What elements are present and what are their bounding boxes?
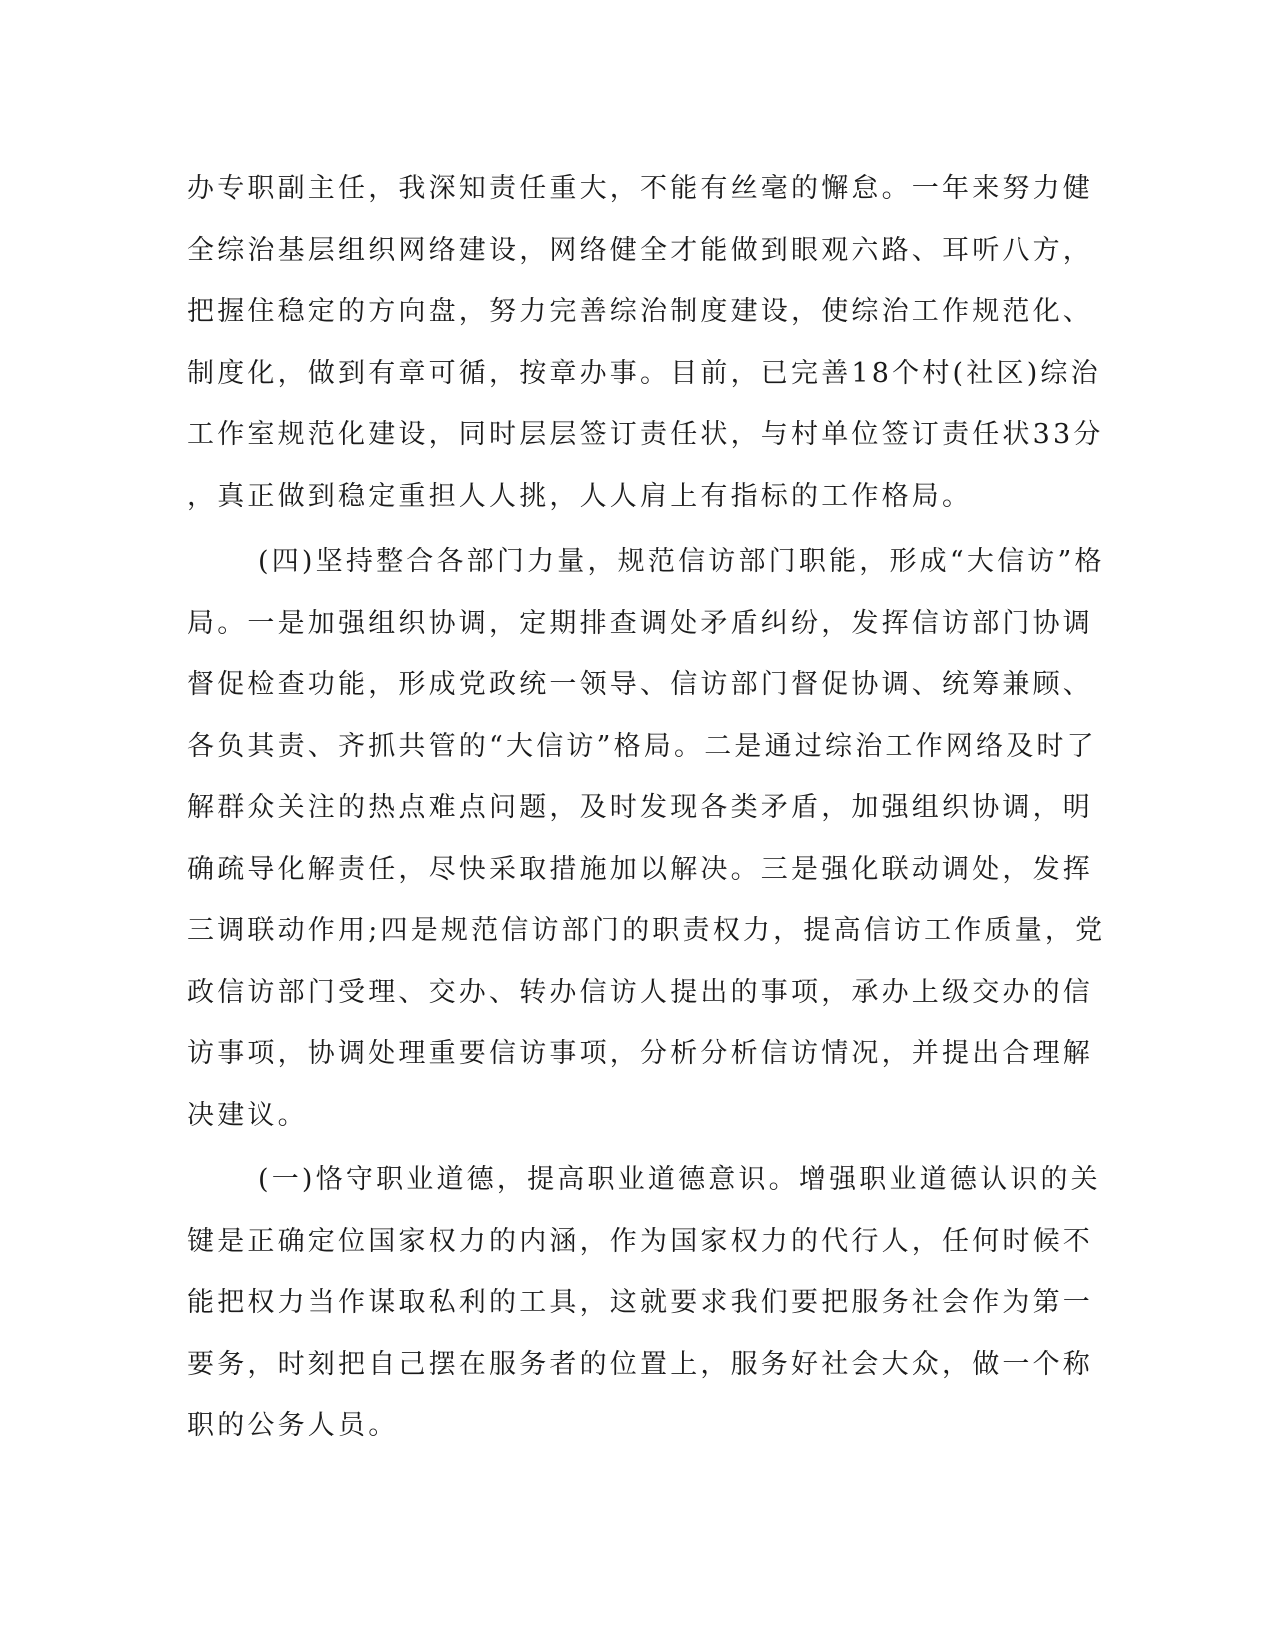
text-line: 工作室规范化建设，同时层层签订责任状，与村单位签订责任状33分: [187, 419, 1104, 450]
text-line: ，真正做到稳定重担人人挑，人人肩上有指标的工作格局。: [187, 480, 973, 512]
text-line: 政信访部门受理、交办、转办信访人提出的事项，承办上级交办的信: [187, 976, 1093, 1008]
text-line: 三调联动作用;四是规范信访部门的职责权力，提高信访工作质量，党: [187, 915, 1106, 946]
text-line: 全综治基层组织网络建设，网络健全才能做到眼观六路、耳听八方，: [187, 234, 1093, 266]
text-line: 键是正确定位国家权力的内涵，作为国家权力的代行人，任何时候不: [187, 1225, 1093, 1257]
text-line: 解群众关注的热点难点问题，及时发现各类矛盾，加强组织协调，明: [187, 792, 1093, 823]
text-line: 决建议。: [187, 1099, 308, 1131]
section-heading-line: (一)恪守职业道德，提高职业道德意识。增强职业道德认识的关: [258, 1164, 1101, 1195]
text-line: 把握住稳定的方向盘，努力完善综治制度建设，使综治工作规范化、: [187, 296, 1093, 327]
paragraph-petition-section: [187, 531, 1106, 1146]
paragraph-responsibility: [187, 158, 1104, 527]
text-line: 督促检查功能，形成党政统一领导、信访部门督促协调、统筹兼顾、: [187, 669, 1093, 700]
text-line: 制度化，做到有章可循，按章办事。目前，已完善18个村(社区)综治: [187, 357, 1101, 389]
text-line: 要务，时刻把自己摆在服务者的位置上，服务好社会大众，做一个称: [187, 1348, 1093, 1380]
text-line: 局。一是加强组织协调，定期排查调处矛盾纠纷，发挥信访部门协调: [187, 607, 1093, 639]
text-line: 办专职副主任，我深知责任重大，不能有丝毫的懈怠。一年来努力健: [187, 173, 1093, 204]
text-line: 能把权力当作谋取私利的工具，这就要求我们要把服务社会作为第一: [187, 1287, 1093, 1318]
text-line: 各负其责、齐抓共管的“大信访”格局。二是通过综治工作网络及时了: [187, 730, 1097, 762]
text-line: 职的公务人员。: [187, 1410, 399, 1441]
text-line: 确疏导化解责任，尽快采取措施加以解决。三是强化联动调处，发挥: [187, 853, 1093, 885]
paragraph-professional-ethics: [187, 1149, 1101, 1457]
text-line: 访事项，协调处理重要信访事项，分析分析信访情况，并提出合理解: [187, 1038, 1093, 1069]
section-heading-line: (四)坚持整合各部门力量，规范信访部门职能，形成“大信访”格: [258, 546, 1105, 577]
